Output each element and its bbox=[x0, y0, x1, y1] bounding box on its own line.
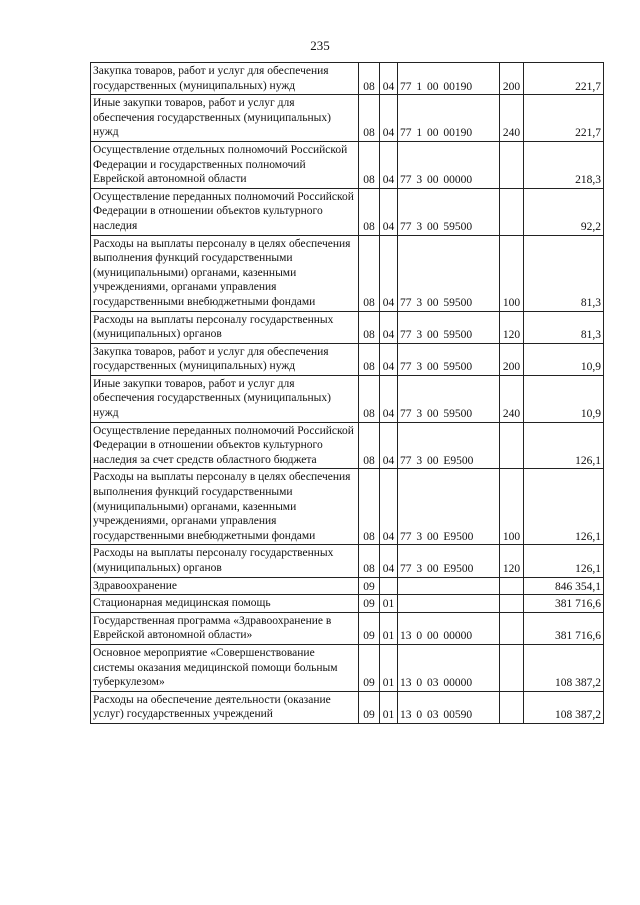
row-target-article-cell: 77 3 00 E9500 bbox=[398, 545, 500, 577]
row-amount-cell: 381 716,6 bbox=[524, 612, 604, 644]
row-target-article-cell: 77 3 00 59500 bbox=[398, 375, 500, 422]
row-name-cell: Расходы на выплаты персоналу в целях обеспечения выполнения функций государственными (муниципальными) органами, казенными учреждениями, органами управления государственными внебюджетными фондами bbox=[91, 469, 359, 545]
row-name-cell: Закупка товаров, работ и услуг для обеспечения государственных (муниципальных) нужд bbox=[91, 343, 359, 375]
row-name-cell: Расходы на выплаты персоналу государственных (муниципальных) органов bbox=[91, 545, 359, 577]
row-section-cell: 09 bbox=[359, 644, 380, 691]
row-subsection-cell: 01 bbox=[380, 644, 398, 691]
row-section-cell: 08 bbox=[359, 545, 380, 577]
row-amount-cell: 221,7 bbox=[524, 95, 604, 142]
row-section-cell: 08 bbox=[359, 422, 380, 469]
row-expense-type-cell: 120 bbox=[500, 545, 524, 577]
table-row bbox=[91, 235, 604, 311]
row-section-cell: 08 bbox=[359, 63, 380, 95]
row-name-cell: Иные закупки товаров, работ и услуг для обеспечения государственных (муниципальных) нужд bbox=[91, 95, 359, 142]
row-name-cell: Расходы на выплаты персоналу государственных (муниципальных) органов bbox=[91, 311, 359, 343]
row-section-cell: 09 bbox=[359, 595, 380, 613]
row-expense-type-cell: 200 bbox=[500, 343, 524, 375]
row-amount-cell: 10,9 bbox=[524, 375, 604, 422]
row-subsection-cell: 01 bbox=[380, 612, 398, 644]
row-subsection-cell: 04 bbox=[380, 343, 398, 375]
row-name-cell: Основное мероприятие «Совершенствование системы оказания медицинской помощи больным туберкулезом» bbox=[91, 644, 359, 691]
row-section-cell: 08 bbox=[359, 95, 380, 142]
row-target-article-cell: 77 1 00 00190 bbox=[398, 63, 500, 95]
row-amount-cell: 846 354,1 bbox=[524, 577, 604, 595]
row-amount-cell: 221,7 bbox=[524, 63, 604, 95]
row-amount-cell: 92,2 bbox=[524, 188, 604, 235]
row-subsection-cell: 04 bbox=[380, 141, 398, 188]
row-section-cell: 08 bbox=[359, 235, 380, 311]
row-section-cell: 08 bbox=[359, 343, 380, 375]
table-row bbox=[91, 469, 604, 545]
table-row bbox=[91, 422, 604, 469]
row-amount-cell: 126,1 bbox=[524, 545, 604, 577]
row-amount-cell: 10,9 bbox=[524, 343, 604, 375]
budget-table-body bbox=[91, 63, 604, 724]
row-target-article-cell: 77 1 00 00190 bbox=[398, 95, 500, 142]
row-amount-cell: 108 387,2 bbox=[524, 691, 604, 723]
row-amount-cell: 126,1 bbox=[524, 469, 604, 545]
row-name-cell: Расходы на обеспечение деятельности (оказание услуг) государственных учреждений bbox=[91, 691, 359, 723]
table-row bbox=[91, 577, 604, 595]
budget-table bbox=[90, 62, 604, 724]
table-row bbox=[91, 141, 604, 188]
table-row bbox=[91, 375, 604, 422]
row-target-article-cell bbox=[398, 577, 500, 595]
row-expense-type-cell: 100 bbox=[500, 469, 524, 545]
row-name-cell: Осуществление отдельных полномочий Российской Федерации и государственных полномочий Еврейской автономной области bbox=[91, 141, 359, 188]
row-section-cell: 09 bbox=[359, 612, 380, 644]
row-subsection-cell: 04 bbox=[380, 311, 398, 343]
row-subsection-cell: 04 bbox=[380, 95, 398, 142]
row-subsection-cell: 04 bbox=[380, 422, 398, 469]
row-subsection-cell: 04 bbox=[380, 545, 398, 577]
row-name-cell: Здравоохранение bbox=[91, 577, 359, 595]
row-expense-type-cell bbox=[500, 595, 524, 613]
row-section-cell: 09 bbox=[359, 577, 380, 595]
row-expense-type-cell bbox=[500, 141, 524, 188]
row-subsection-cell: 04 bbox=[380, 469, 398, 545]
row-target-article-cell: 13 0 03 00590 bbox=[398, 691, 500, 723]
row-amount-cell: 126,1 bbox=[524, 422, 604, 469]
table-row bbox=[91, 188, 604, 235]
row-expense-type-cell bbox=[500, 612, 524, 644]
row-name-cell: Расходы на выплаты персоналу в целях обеспечения выполнения функций государственными (муниципальными) органами, казенными учреждениями, органами управления государственными внебюджетными фондами bbox=[91, 235, 359, 311]
row-expense-type-cell: 100 bbox=[500, 235, 524, 311]
table-row bbox=[91, 691, 604, 723]
row-subsection-cell: 01 bbox=[380, 595, 398, 613]
row-section-cell: 08 bbox=[359, 188, 380, 235]
row-name-cell: Иные закупки товаров, работ и услуг для обеспечения государственных (муниципальных) нужд bbox=[91, 375, 359, 422]
row-expense-type-cell: 120 bbox=[500, 311, 524, 343]
row-subsection-cell: 04 bbox=[380, 188, 398, 235]
row-section-cell: 08 bbox=[359, 141, 380, 188]
row-target-article-cell: 77 3 00 00000 bbox=[398, 141, 500, 188]
row-name-cell: Закупка товаров, работ и услуг для обеспечения государственных (муниципальных) нужд bbox=[91, 63, 359, 95]
table-row bbox=[91, 612, 604, 644]
table-row bbox=[91, 644, 604, 691]
row-target-article-cell: 77 3 00 59500 bbox=[398, 311, 500, 343]
table-row bbox=[91, 63, 604, 95]
row-target-article-cell: 77 3 00 59500 bbox=[398, 343, 500, 375]
row-target-article-cell: 77 3 00 E9500 bbox=[398, 422, 500, 469]
table-row bbox=[91, 95, 604, 142]
row-expense-type-cell bbox=[500, 644, 524, 691]
row-target-article-cell: 77 3 00 E9500 bbox=[398, 469, 500, 545]
row-target-article-cell bbox=[398, 595, 500, 613]
row-expense-type-cell bbox=[500, 577, 524, 595]
row-amount-cell: 81,3 bbox=[524, 235, 604, 311]
row-target-article-cell: 13 0 00 00000 bbox=[398, 612, 500, 644]
row-expense-type-cell: 200 bbox=[500, 63, 524, 95]
row-name-cell: Осуществление переданных полномочий Российской Федерации в отношении объектов культурного наследия за счет средств областного бюджета bbox=[91, 422, 359, 469]
table-row bbox=[91, 311, 604, 343]
row-section-cell: 09 bbox=[359, 691, 380, 723]
row-section-cell: 08 bbox=[359, 375, 380, 422]
row-amount-cell: 108 387,2 bbox=[524, 644, 604, 691]
row-subsection-cell: 04 bbox=[380, 63, 398, 95]
row-amount-cell: 381 716,6 bbox=[524, 595, 604, 613]
row-name-cell: Стационарная медицинская помощь bbox=[91, 595, 359, 613]
row-name-cell: Государственная программа «Здравоохранение в Еврейской автономной области» bbox=[91, 612, 359, 644]
row-subsection-cell: 01 bbox=[380, 691, 398, 723]
table-row bbox=[91, 343, 604, 375]
row-target-article-cell: 77 3 00 59500 bbox=[398, 235, 500, 311]
page-number: 235 bbox=[310, 38, 330, 53]
row-section-cell: 08 bbox=[359, 469, 380, 545]
table-row bbox=[91, 545, 604, 577]
row-expense-type-cell bbox=[500, 422, 524, 469]
row-name-cell: Осуществление переданных полномочий Российской Федерации в отношении объектов культурного наследия bbox=[91, 188, 359, 235]
row-subsection-cell: 04 bbox=[380, 235, 398, 311]
row-expense-type-cell: 240 bbox=[500, 95, 524, 142]
row-amount-cell: 218,3 bbox=[524, 141, 604, 188]
row-target-article-cell: 77 3 00 59500 bbox=[398, 188, 500, 235]
row-amount-cell: 81,3 bbox=[524, 311, 604, 343]
row-expense-type-cell bbox=[500, 691, 524, 723]
row-section-cell: 08 bbox=[359, 311, 380, 343]
row-subsection-cell: 04 bbox=[380, 375, 398, 422]
row-target-article-cell: 13 0 03 00000 bbox=[398, 644, 500, 691]
row-subsection-cell bbox=[380, 577, 398, 595]
row-expense-type-cell: 240 bbox=[500, 375, 524, 422]
table-row bbox=[91, 595, 604, 613]
row-expense-type-cell bbox=[500, 188, 524, 235]
